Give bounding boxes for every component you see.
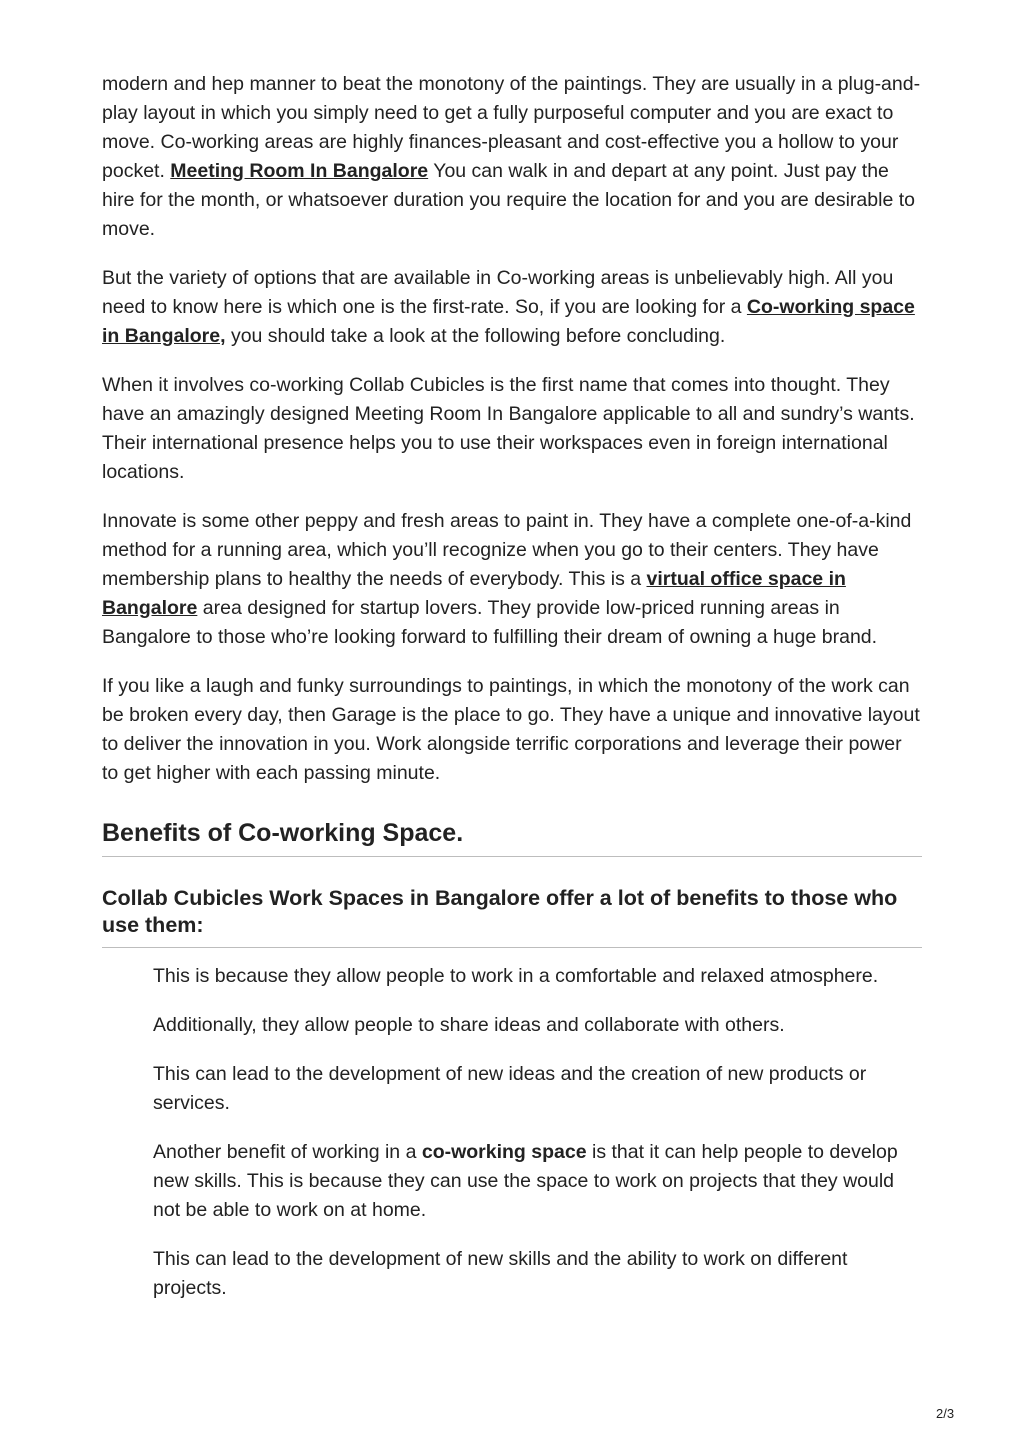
paragraph-garage: If you like a laugh and funky surroundings to paintings, in which the monotony of the work can be broken every day, then Garage is the place to go. They have a unique and innovative layout to deliver the innovation in you. Work alongside terrific corporations and leverage their power to get higher with each passing minute. [102, 675, 920, 784]
paragraph-collab-cubicles: When it involves co-working Collab Cubicles is the first name that comes into thought. They have an amazingly designed Meeting Room In Bangalore applicable to all and sundry’s wants. Their international presence helps you to use their workspaces even in foreign international locations. [102, 374, 915, 483]
paragraph-text: Innovate is some other peppy and fresh areas to paint in. They have a complete one-of-a-kind method for a running area, which you’ll recognize when you go to their centers. They have membership plans to healthy the needs of everybody. This is a [102, 510, 912, 590]
article-body [102, 70, 922, 1323]
list-item: This is because they allow people to work in a comfortable and relaxed atmosphere. [153, 965, 879, 987]
benefits-heading: Benefits of Co-working Space. [102, 818, 922, 857]
list-item [153, 1138, 922, 1225]
paragraph-innovate [102, 507, 922, 652]
paragraph-intro [102, 70, 922, 244]
coworking-space-link[interactable]: Co-working space in Bangalore, [102, 296, 915, 347]
paragraph-text: you should take a look at the following before concluding. [225, 325, 726, 347]
page-number: 2/3 [936, 1406, 955, 1421]
list-item-text: is that it can help people to develop new skills. This is because they can use the space to work on projects that they would not be able to work on at home. [153, 1141, 898, 1221]
paragraph-text: modern and hep manner to beat the monotony of the paintings. They are usually in a plug-and-play layout in which you simply need to get a fully purposeful computer and you are exact to move. Co-working areas are highly finances-pleasant and cost-effective you a hollow to your pocket. [102, 73, 921, 182]
paragraph-text: But the variety of options that are available in Co-working areas is unbelievably high. All you need to know here is which one is the first-rate. So, if you are looking for a [102, 267, 894, 318]
paragraph-text: area designed for startup lovers. They provide low-priced running areas in Bangalore to those who’re looking forward to fulfilling their dream of owning a huge brand. [102, 597, 878, 648]
meeting-room-link[interactable]: Meeting Room In Bangalore [170, 160, 429, 182]
list-item: This can lead to the development of new skills and the ability to work on different projects. [153, 1248, 848, 1299]
virtual-office-link[interactable]: virtual office space in Bangalore [102, 568, 846, 619]
list-item: Additionally, they allow people to share ideas and collaborate with others. [153, 1014, 785, 1036]
paragraph-text: You can walk in and depart at any point. Just pay the hire for the month, or whatsoever duration you require the location for and you are desirable to move. [102, 160, 915, 240]
list-item-bold: co-working space [421, 1141, 587, 1163]
paragraph-options [102, 264, 922, 351]
benefits-list [153, 962, 922, 1303]
list-item-text: Another benefit of working in a [153, 1141, 422, 1163]
list-item: This can lead to the development of new ideas and the creation of new products or services. [153, 1063, 867, 1114]
benefits-subheading: Collab Cubicles Work Spaces in Bangalore offer a lot of benefits to those who use them: [102, 885, 922, 948]
